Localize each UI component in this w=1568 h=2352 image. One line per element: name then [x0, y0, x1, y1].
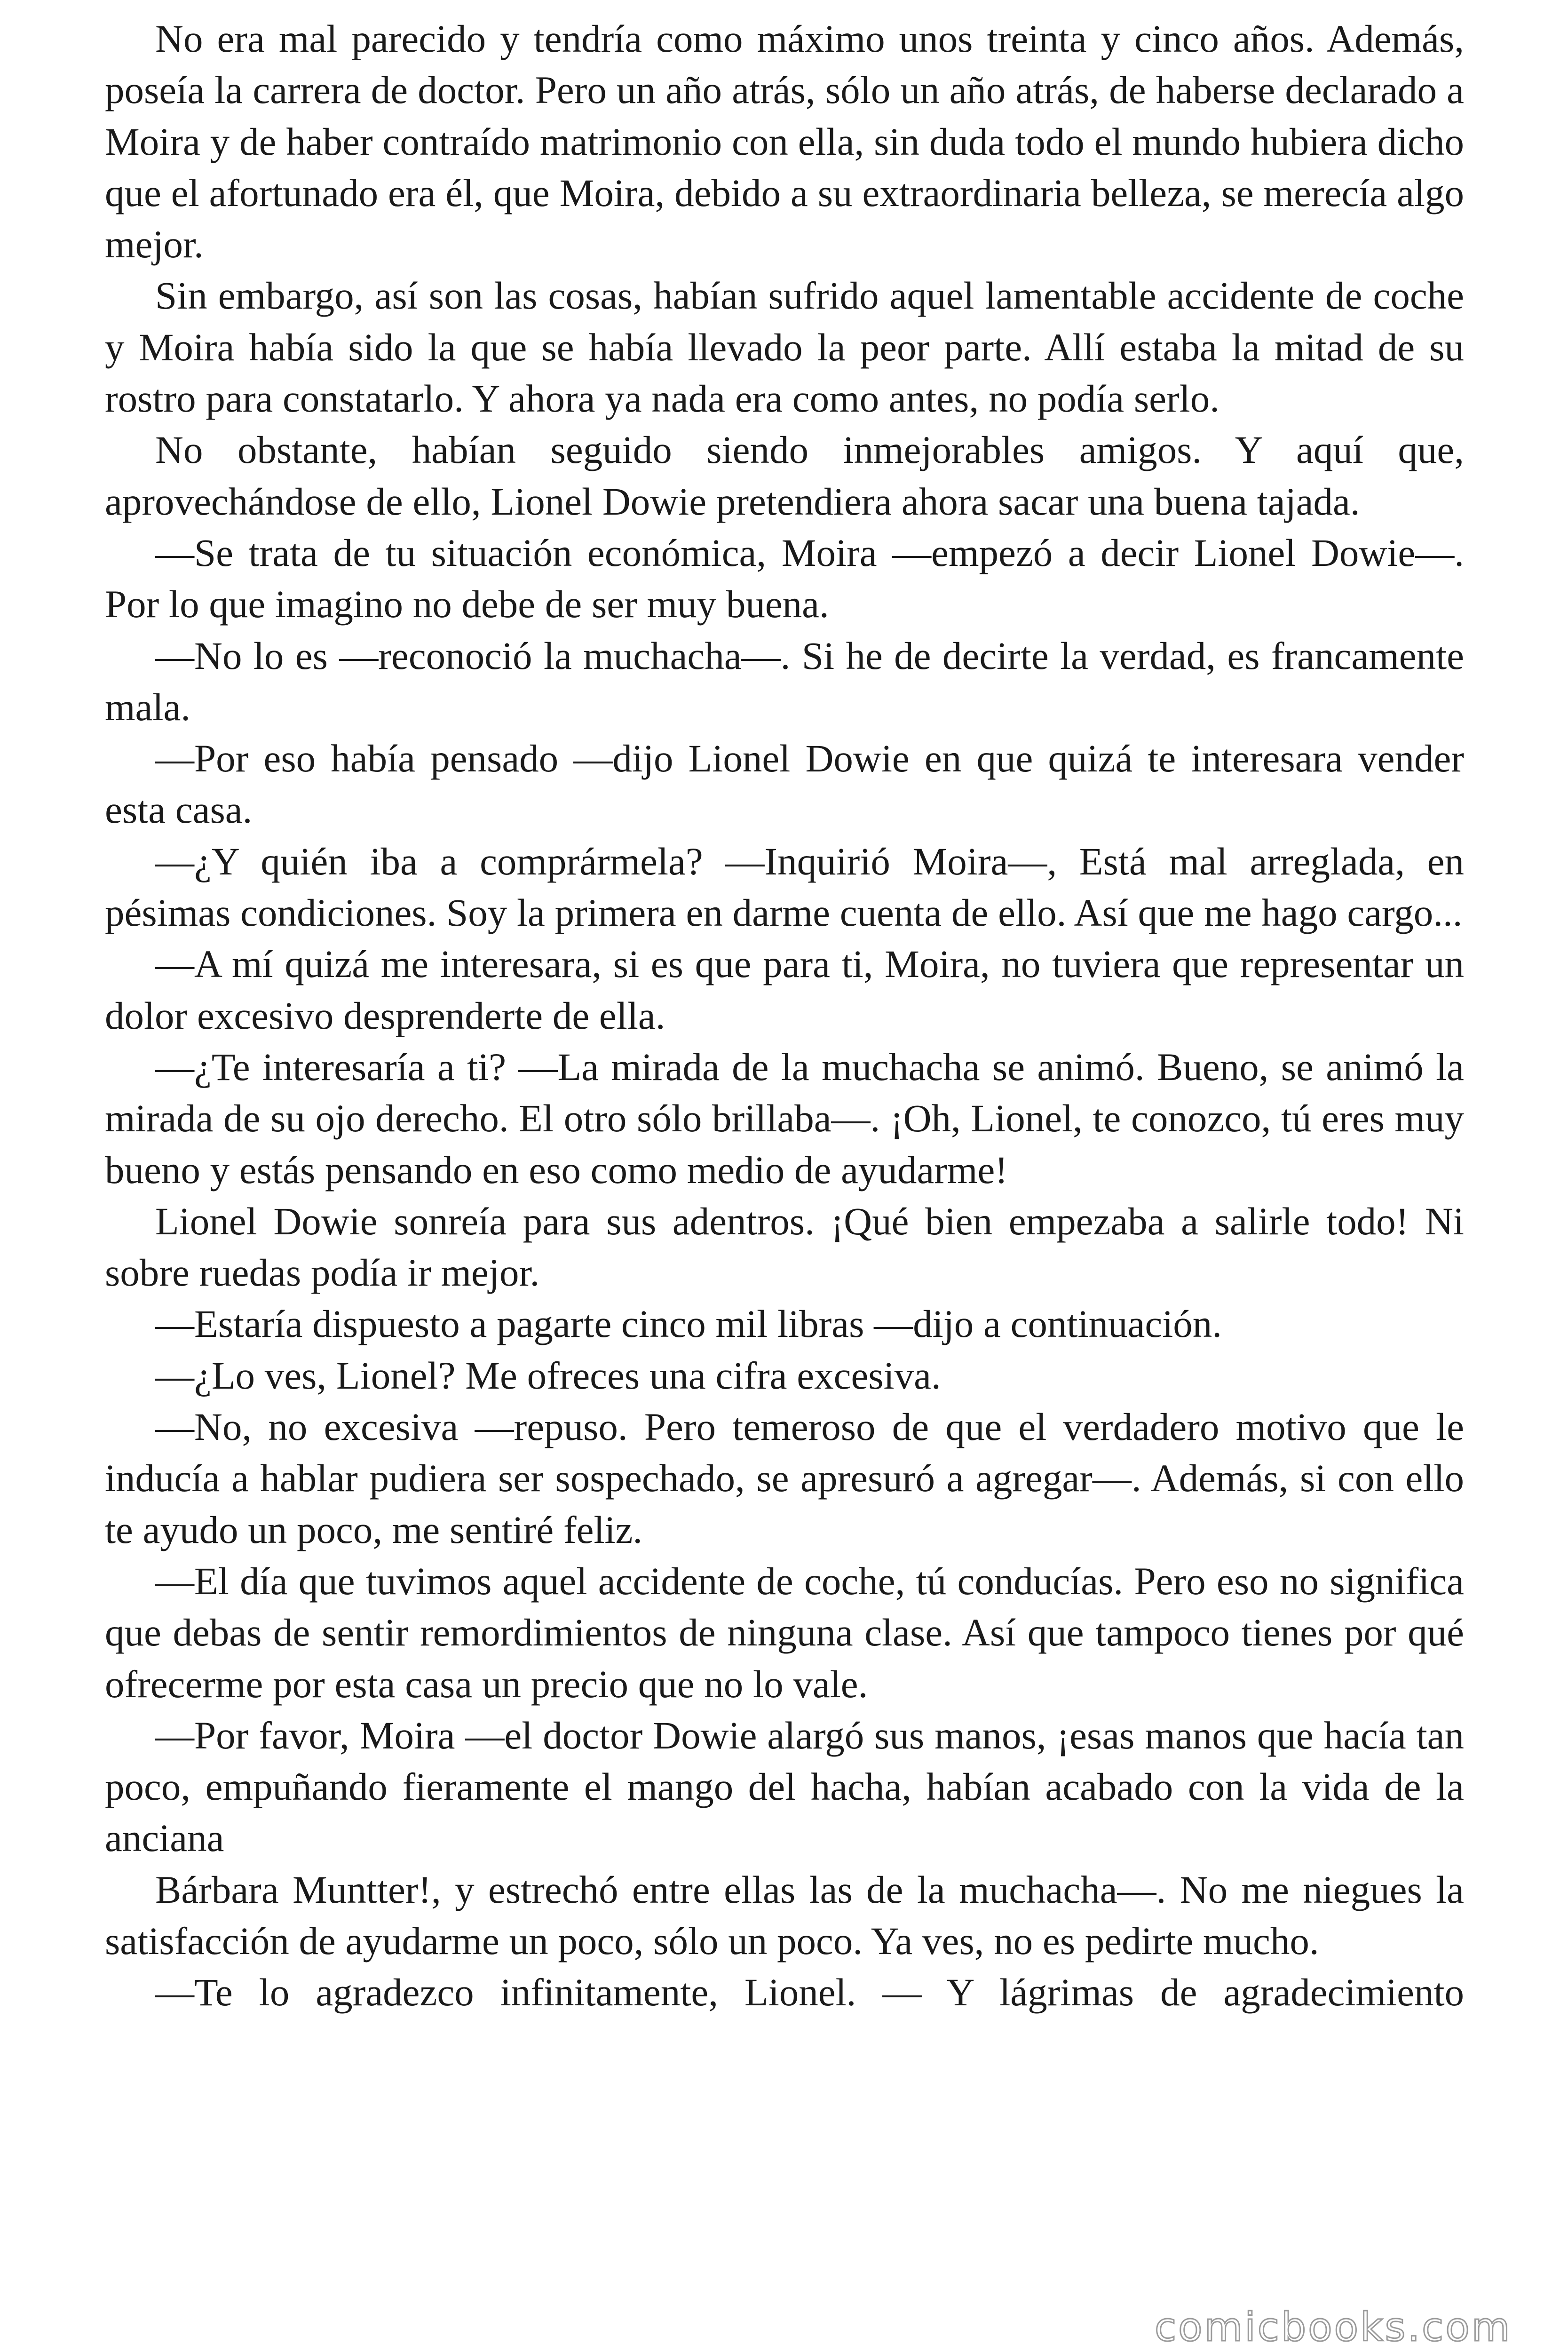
paragraph-5: —No lo es —reconoció la muchacha—. Si he de decirte la verdad, es francamente mala.	[105, 634, 1464, 729]
paragraph-16: Bárbara Muntter!, y estrechó entre ellas las de la muchacha—. No me niegues la satisfacción de ayudarme un poco, sólo un poco. Ya ves, no es pedirte mucho.	[105, 1867, 1464, 1963]
paragraph-10: Lionel Dowie sonreía para sus adentros. ¡Qué bien empezaba a salirle todo! Ni sobre ruedas podía ir mejor.	[105, 1199, 1464, 1295]
paragraph-12: —¿Lo ves, Lionel? Me ofreces una cifra excesiva.	[155, 1353, 941, 1397]
paragraph-11: —Estaría dispuesto a pagarte cinco mil libras —dijo a continuación.	[155, 1302, 1222, 1346]
paragraph-3: No obstante, habían seguido siendo inmejorables amigos. Y aquí que, aprovechándose de ello, Lionel Dowie pretendiera ahora sacar una buena tajada.	[105, 428, 1464, 523]
paragraph-13: —No, no excesiva —repuso. Pero temeroso de que el verdadero motivo que le inducía a hablar pudiera ser sospechado, se apresuró a agregar—. Además, si con ello te ayudo un poco, me sentiré feliz.	[105, 1405, 1464, 1551]
paragraph-14: —El día que tuvimos aquel accidente de coche, tú conducías. Pero eso no significa que debas de sentir remordimientos de ninguna clase. Así que tampoco tienes por qué ofrecerme por esta casa un precio que no lo vale.	[105, 1559, 1464, 1706]
paragraph-4: —Se trata de tu situación económica, Moira —empezó a decir Lionel Dowie—. Por lo que imagino no debe de ser muy buena.	[105, 531, 1464, 626]
paragraph-6: —Por eso había pensado —dijo Lionel Dowie en que quizá te interesara vender esta casa.	[105, 737, 1464, 832]
paragraph-9: —¿Te interesaría a ti? —La mirada de la muchacha se animó. Bueno, se animó la mirada de su ojo derecho. El otro sólo brillaba—. ¡Oh, Lionel, te conozco, tú eres muy bueno y estás pensando en eso como medio de ayudarme!	[105, 1045, 1464, 1192]
paragraph-7: —¿Y quién iba a comprármela? —Inquirió Moira—, Está mal arreglada, en pésimas condiciones. Soy la primera en darme cuenta de ello. Así que me hago cargo...	[105, 839, 1464, 935]
watermark-logo: comicbooks.com	[1155, 2304, 1512, 2350]
paragraph-15: —Por favor, Moira —el doctor Dowie alargó sus manos, ¡esas manos que hacía tan poco, empuñando fieramente el mango del hacha, habían acabado con la vida de la anciana	[105, 1713, 1464, 1860]
paragraph-1: No era mal parecido y tendría como máximo unos treinta y cinco años. Además, poseía la carrera de doctor. Pero un año atrás, sólo un año atrás, de haberse declarado a Moira y de haber contraído matrimonio con ella, sin duda todo el mundo hubiera dicho que el afortunado era él, que Moira, debido a su extraordinaria belleza, se merecía algo mejor.	[105, 17, 1464, 266]
document-page	[105, 13, 1464, 2342]
paragraph-8: —A mí quizá me interesara, si es que para ti, Moira, no tuviera que representar un dolor excesivo desprenderte de ella.	[105, 942, 1464, 1037]
paragraph-17: —Te lo agradezco infinitamente, Lionel. — Y lágrimas de agradecimiento	[155, 1971, 1464, 2014]
paragraph-2: Sin embargo, así son las cosas, habían sufrido aquel lamentable accidente de coche y Moira había sido la que se había llevado la peor parte. Allí estaba la mitad de su rostro para constatarlo. Y ahora ya nada era como antes, no podía serlo.	[105, 274, 1464, 421]
